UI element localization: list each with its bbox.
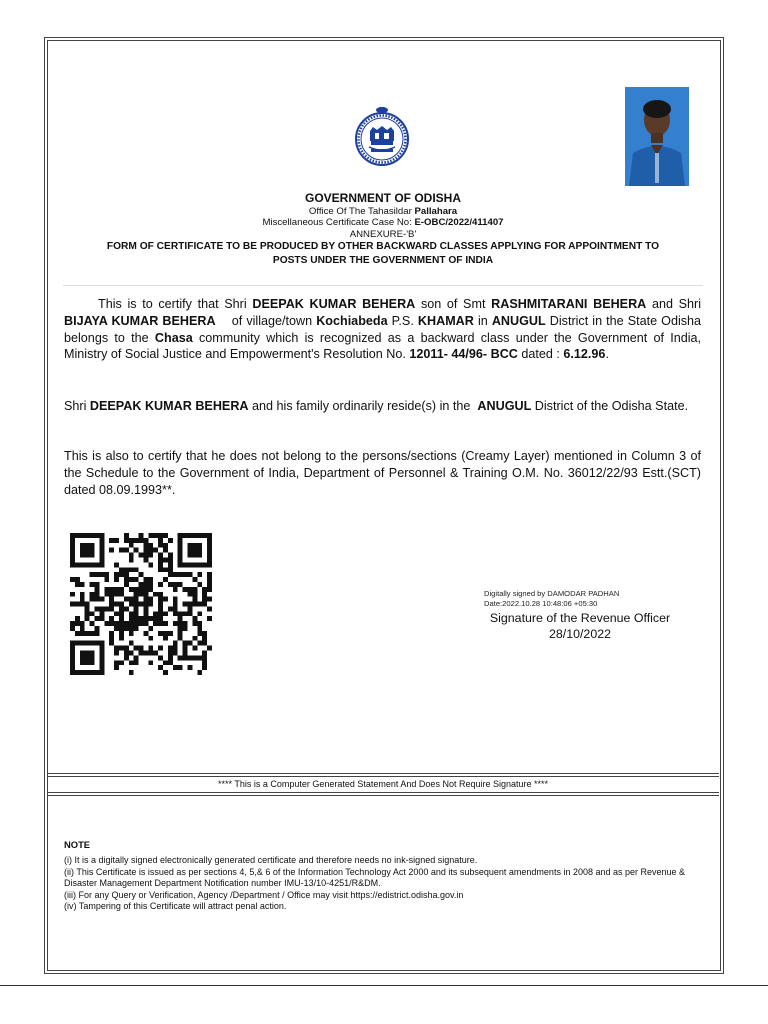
resolution-date: 6.12.96	[563, 347, 606, 362]
police-station: KHAMAR	[417, 313, 474, 328]
office-line	[48, 206, 718, 218]
creamy-layer-paragraph: This is also to certify that he does not belong to the persons/sections (Creamy Layer) mentioned in Column 3 of the Schedule to the Government of India, Department of Personnel & Training O.M. No. 36012/22/93 Estt.(SCT) dated 08.09.1993**.	[64, 449, 701, 497]
village-name: Kochiabeda	[316, 313, 388, 328]
digital-sign-date: Date:2022.10.28 10:48:06 +05:30	[484, 599, 598, 608]
signature-block	[470, 610, 690, 642]
applicant-name-2: DEEPAK KUMAR BEHERA	[89, 399, 249, 413]
form-title-line-2: POSTS UNDER THE GOVERNMENT OF INDIA	[272, 255, 494, 266]
office-prefix: Office Of The Tahasildar	[308, 205, 412, 217]
odisha-state-emblem-icon	[351, 103, 413, 167]
header-divider	[63, 285, 703, 286]
digital-signer: Digitally signed by DAMODAR PADHAN	[484, 589, 620, 598]
certification-paragraph: This is to certify that Shri DEEPAK KUMAR BEHERA son of Smt RASHMITARANI BEHERA and Shri BIJAYA KUMAR BEHERA of village/town Kochiabeda P.S. KHAMAR in ANUGUL District in the State Odisha belongs to the Chasa community which is recognized as a backward class under the Government of India, Ministry of Social Justice and Empowerment's Resolution No. 12011- 44/96- BCC dated : 6.12.96.	[64, 297, 702, 362]
district-name: ANUGUL	[491, 313, 546, 328]
note-list	[64, 855, 709, 913]
certificate-inner-border	[47, 40, 721, 971]
annexure-label: ANNEXURE-'B'	[349, 228, 417, 240]
footer-rule-bottom-1	[47, 792, 719, 793]
case-line	[48, 217, 718, 229]
community-name: Chasa	[154, 330, 193, 345]
case-prefix: Miscellaneous Certificate Case No:	[262, 217, 412, 228]
form-title-line-1: FORM OF CERTIFICATE TO BE PRODUCED BY OTHER BACKWARD CLASSES APPLYING FOR APPOINTMENT TO	[106, 241, 660, 252]
note-item: (iv) Tampering of this Certificate will attract penal action.	[64, 901, 287, 911]
resolution-number: 12011- 44/96- BCC	[409, 347, 518, 362]
qr-code-icon	[70, 531, 212, 677]
signature-label: Signature of the Revenue Officer	[489, 611, 671, 625]
case-number: E-OBC/2022/411407	[414, 217, 504, 228]
government-title: GOVERNMENT OF ODISHA	[304, 191, 461, 205]
digital-signature-stamp	[484, 589, 619, 609]
note-item: (ii) This Certificate is issued as per sections 4, 5,& 6 of the Information Technology Act 2000 and its subsequent amendments in 2008 and as per Revenue & Disaster Management Department Notification number IMU-13/10-4251/R&DM.	[64, 866, 686, 888]
note-item: (iii) For any Query or Verification, Agency /Department / Office may visit https://edistrict.odisha.gov.in	[64, 889, 464, 900]
computer-generated-statement: **** This is a Computer Generated Statement And Does Not Require Signature ****	[217, 779, 549, 789]
mother-name: RASHMITARANI BEHERA	[491, 297, 647, 311]
residence-paragraph: Shri DEEPAK KUMAR BEHERA and his family ordinarily reside(s) in the ANUGUL District of the Odisha State.	[64, 399, 689, 413]
footer-rule-bottom-2	[47, 795, 719, 796]
signature-date: 28/10/2022	[548, 627, 611, 641]
office-name: Pallahara	[414, 205, 458, 217]
certificate-header	[48, 193, 718, 268]
applicant-photo	[625, 87, 689, 186]
page-bottom-rule	[0, 985, 768, 986]
footer-rule-top-1	[47, 773, 719, 774]
father-name: BIJAYA KUMAR BEHERA	[64, 313, 216, 328]
applicant-name: DEEPAK KUMAR BEHERA	[252, 297, 416, 311]
district-name-2: ANUGUL	[477, 399, 532, 413]
note-title: NOTE	[64, 839, 91, 850]
note-item: (i) It is a digitally signed electronically generated certificate and therefore needs no ink-signed signature.	[64, 855, 478, 865]
